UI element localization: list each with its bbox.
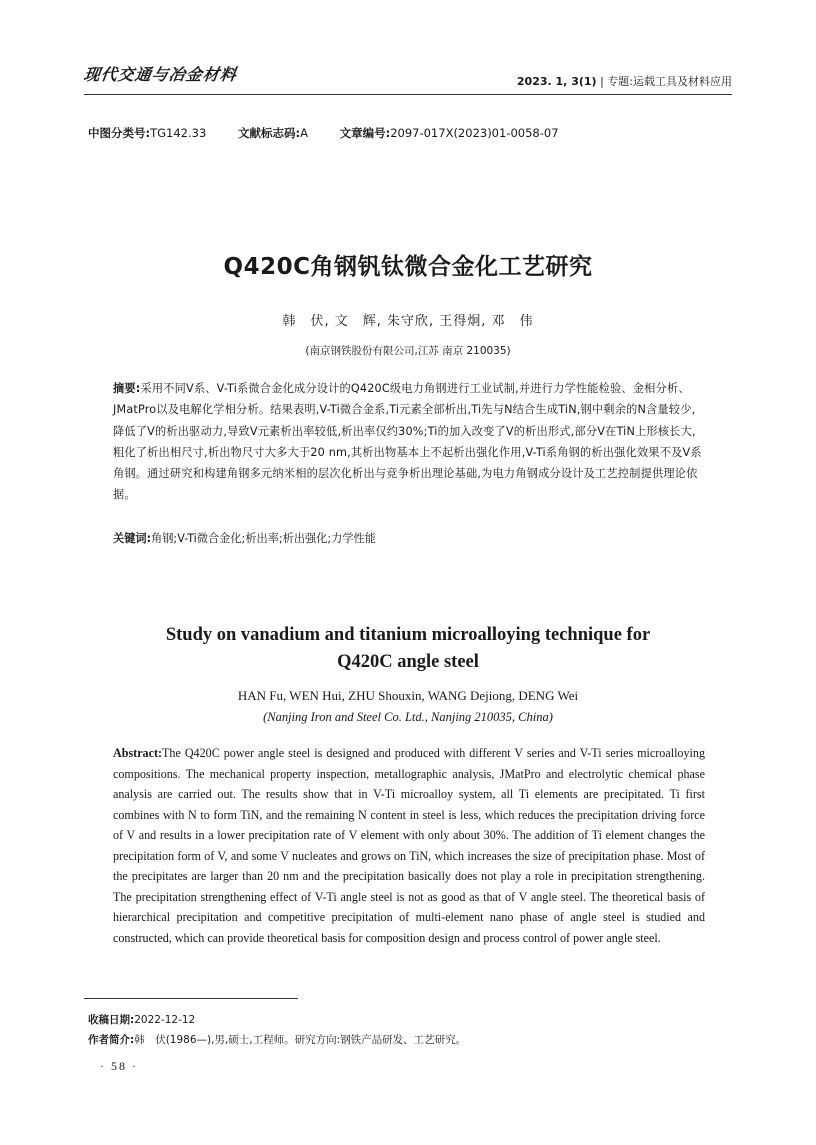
title-cn: Q420C角钢钒钛微合金化工艺研究 [223, 254, 593, 280]
issue-separator: | [600, 75, 604, 88]
author-intro-value: 韩 伏(1986—),男,硕士,工程师。研究方向:钢铁产品研发、工艺研究。 [134, 1034, 467, 1046]
author-intro-label: 作者简介: [88, 1034, 135, 1046]
title-en-line2: Q420C angle steel [337, 652, 479, 672]
abstract-cn-label: 摘要: [113, 382, 141, 395]
author-intro [88, 1032, 466, 1047]
doc-code-value: A [300, 126, 308, 140]
abstract-en-text: The Q420C power angle steel is designed and produced with different V series and V-Ti series microalloying compositions. The mechanical property inspection, metallographic analysis, JMatPro and electrolytic chemical phase analysis are carried out. The results show that in V-Ti microalloy system, all Ti elements are precipitated. Ti first combines with N to form TiN, and the remaining N content in steel is less, which reduces the precipitation driving force of V and results in a lower precipitation rate of V element with only about 30%. The addition of Ti element changes the precipitation form of V, and some V nucleates and grows on TiN, which increases the size of precipitation phase. Most of the precipitates are larger than 20 nm and the precipitation basically does not play a role in precipitation strengthening. The precipitation strengthening effect of V-Ti angle steel is not as good as that of V angle steel. The theoretical basis of hierarchical precipitation and competitive precipitation of multi-element nano phase of angle steel is studied and constructed, which can provide theoretical basis for composition design and process control of power angle steel. [113, 746, 705, 945]
journal-logo: 现代交通与冶金材料 [82, 65, 239, 84]
clc-value: TG142.33 [150, 126, 207, 140]
authors-cn: 韩 伏, 文 辉, 朱守欣, 王得炯, 邓 伟 [282, 314, 534, 329]
doc-code-label: 文献标志码: [237, 126, 301, 140]
keywords-cn-text: 角钢;V-Ti微合金化;析出率;析出强化;力学性能 [151, 532, 376, 545]
affiliation-cn: (南京钢铁股份有限公司,江苏 南京 210035) [305, 345, 511, 357]
abstract-en [113, 743, 705, 948]
abstract-cn [113, 378, 705, 506]
abstract-cn-text: 采用不同V系、V-Ti系微合金化成分设计的Q420C级电力角钢进行工业试制,并进行力学性能检验、金相分析、JMatPro以及电解化学相分析。结果表明,V-Ti微合金系,Ti元素全部析出,Ti先与N结合生成TiN,钢中剩余的N含量较少,降低了V的析出驱动力,导致V元素析出率较低,析出率仅约30%;Ti的加入改变了V的析出形式,部分V在TiN上形核长大,粗化了析出相尺寸,析出物尺寸大多大于20 nm,其析出物基本上不起析出强化作用,V-Ti系角钢的析出强化效果不及V系角钢。通过研究和构建角钢多元纳米相的层次化析出与竞争析出理论基础,为电力角钢成分设计及工艺控制提供理论依据。 [113, 382, 702, 502]
keywords-cn-label: 关键词: [113, 532, 152, 545]
title-en-line1: Study on vanadium and titanium microalloying technique for [165, 625, 651, 645]
affiliation-en: (Nanjing Iron and Steel Co. Ltd., Nanjing 210035, China) [263, 710, 553, 724]
authors-en: HAN Fu, WEN Hui, ZHU Shouxin, WANG Dejiong, DENG Wei [237, 688, 579, 703]
page-number: · 58 · [100, 1059, 138, 1073]
article-no-value: 2097-017X(2023)01-0058-07 [390, 126, 559, 140]
keywords-cn [113, 530, 376, 546]
received-date [88, 1012, 195, 1027]
article-meta [88, 125, 559, 141]
issue-number: 2023. 1, 3(1) [516, 75, 597, 88]
received-label: 收稿日期: [88, 1014, 135, 1026]
title-en [0, 622, 816, 676]
clc-label: 中图分类号: [88, 126, 151, 140]
footnote-rule [84, 998, 298, 999]
received-value: 2022-12-12 [134, 1014, 196, 1026]
article-no-label: 文章编号: [339, 126, 391, 140]
header-rule [84, 94, 732, 95]
abstract-en-label: Abstract: [113, 746, 163, 760]
issue-topic: 专题:运载工具及材料应用 [607, 75, 732, 88]
issue-info [517, 73, 732, 89]
